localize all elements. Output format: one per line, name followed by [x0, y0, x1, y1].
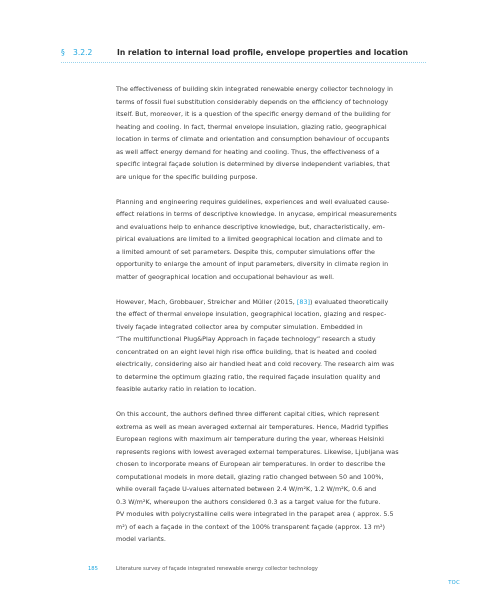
paragraph-4	[116, 408, 428, 546]
text-line: extrema as well as mean averaged external air temperatures. Hence, Madrid typifies	[116, 422, 389, 431]
citation-link[interactable]: [83]	[296, 297, 311, 306]
text-line: matter of geographical location and occupational behaviour as well.	[116, 272, 335, 281]
body-text	[116, 83, 428, 558]
text-line: and evaluations help to enhance descriptive knowledge, but, characteristically, em-	[116, 222, 385, 231]
page-number: 185	[88, 566, 98, 572]
text-line: represents regions with lowest averaged external temperatures. Likewise, Ljubljana was	[116, 447, 399, 456]
section-title: In relation to internal load profile, envelope properties and location	[117, 48, 409, 57]
paragraph-1	[116, 83, 428, 183]
text-line: tively façade integrated collector area by computer simulation. Embedded in	[116, 322, 363, 331]
text-line: PV modules with polycrystalline cells were integrated in the parapet area ( approx. 5.5	[116, 510, 394, 518]
text-line: opportunity to enlarge the amount of input parameters, diversity in climate region in	[116, 260, 389, 268]
text-line: model variants.	[116, 535, 166, 543]
text-line: Planning and engineering requires guidelines, experiences and well evaluated cause-	[116, 197, 390, 206]
text-line: effect relations in terms of descriptive knowledge. In anycase, empirical measurements	[116, 210, 397, 218]
text-line: feasible autarky ratio in relation to location.	[116, 385, 257, 393]
section-heading	[61, 46, 426, 63]
section-symbol: §	[61, 48, 65, 57]
text-line: The effectiveness of building skin integrated renewable energy collector technology in	[116, 85, 393, 93]
text-line: pirical evaluations are limited to a limited geographical location and climate and to	[116, 235, 383, 243]
text-line: European regions with maximum air temperature during the year, whereas Helsinki	[116, 435, 384, 443]
toc-link[interactable]: TOC	[448, 580, 460, 586]
text-line: chosen to incorporate means of European air temperatures. In order to describe the	[116, 460, 386, 468]
text-line: the effect of thermal envelope insulation, geographical location, glazing and respec-	[116, 310, 387, 318]
text-line: “The multifunctional Plug&Play Approach in façade technology” research a study	[116, 335, 376, 343]
text-line: specific integral façade solution is determined by diverse independent variables, that	[116, 160, 390, 168]
text-line: m²) of each a façade in the context of the 100% transparent façade (approx. 13 m²)	[116, 522, 386, 531]
section-number: 3.2.2	[73, 48, 93, 57]
text-line: concentrated on an eight level high rise office building, that is heated and cooled	[116, 347, 377, 356]
page-footer	[88, 566, 318, 572]
text-line: terms of fossil fuel substitution considerably depends on the efficiency of technology	[116, 97, 389, 106]
text-line: computational models in more detail, glazing ratio changed between 50 and 100%,	[116, 472, 384, 481]
text-line: heating and cooling. In fact, thermal envelope insulation, glazing ratio, geographical	[116, 122, 387, 131]
paragraph-2	[116, 196, 428, 284]
text-fragment: ) evaluated theoretically	[310, 297, 389, 306]
text-line: to determine the optimum glazing ratio, the required façade insulation quality and	[116, 372, 381, 381]
text-line	[116, 296, 428, 309]
text-line: while overall façade U-values alternated between 2.4 W/m²K, 1.2 W/m²K, 0.6 and	[116, 485, 377, 493]
text-line: location in terms of climate and orientation and consumption behaviour of occupants	[116, 135, 390, 143]
text-line: 0.3 W/m²K, whereupon the authors considered 0.3 as a target value for the future.	[116, 497, 381, 506]
text-line: as well affect energy demand for heating and cooling. Thus, the effectiveness of a	[116, 147, 380, 156]
text-line: On this account, the authors defined three different capital cities, which represent	[116, 410, 380, 418]
text-line: are unique for the specific building purpose.	[116, 172, 258, 181]
text-line: electrically, considering also air handled heat and cold recovery. The research aim was	[116, 360, 395, 368]
text-fragment: However, Mach, Grobbauer, Streicher and Müller (2015,	[116, 297, 297, 306]
text-line: itself. But, moreover, it is a question of the specific energy demand of the building for	[116, 110, 391, 118]
text-line: a limited amount of set parameters. Despite this, computer simulations offer the	[116, 247, 375, 256]
running-title: Literature survey of façade integrated renewable energy collector technology	[116, 566, 318, 572]
paragraph-3	[116, 296, 428, 396]
